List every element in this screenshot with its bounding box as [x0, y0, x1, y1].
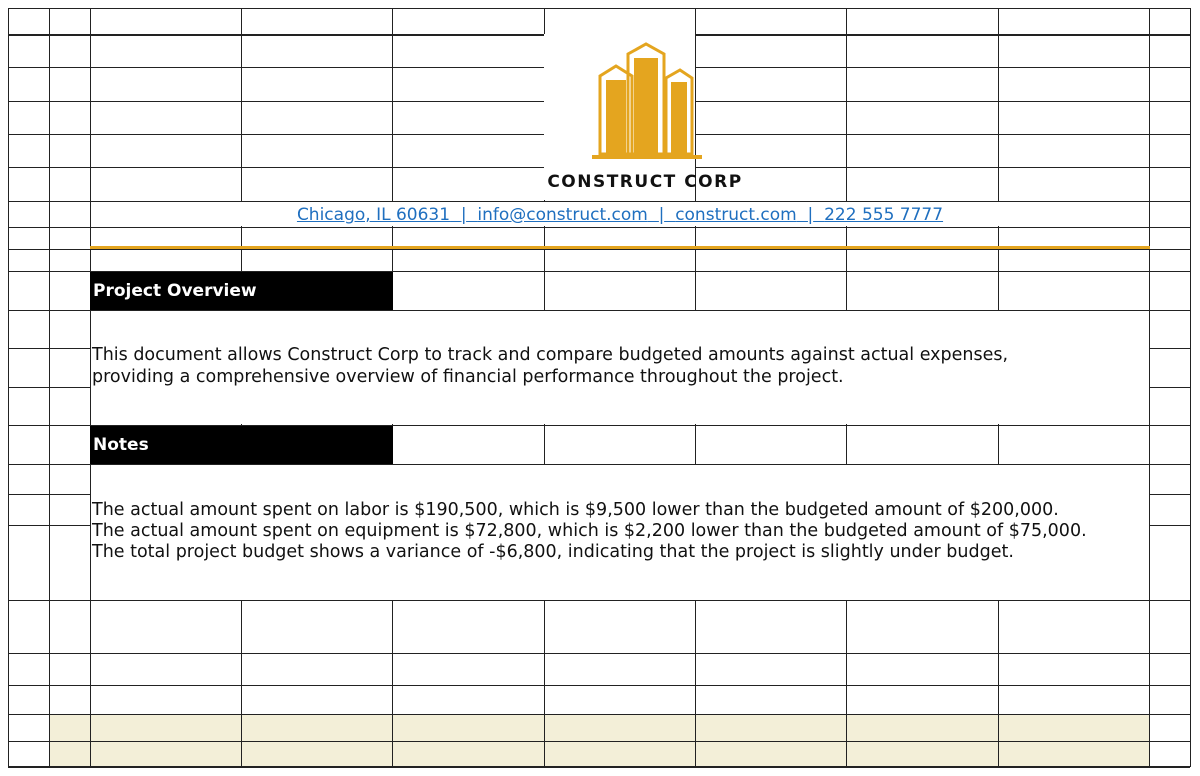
email-link[interactable]: info@construct.com — [477, 205, 648, 225]
grid-row-line — [8, 8, 1190, 9]
grid-row-line — [8, 249, 1190, 250]
address-link[interactable]: Chicago, IL 60631 — [296, 205, 451, 225]
website-link[interactable]: construct.com — [675, 205, 797, 225]
header-divider — [90, 246, 1150, 249]
grid-row-line — [8, 714, 1190, 715]
grid-frame-line — [1149, 34, 1150, 767]
notes-line: The actual amount spent on labor is $190,500, which is $9,500 lower than the budgeted amount of $200,000. — [92, 500, 1059, 520]
grid-row-line — [8, 685, 1190, 686]
grid-row-line — [8, 653, 1190, 654]
grid-col-line — [1190, 8, 1191, 767]
contact-line — [90, 203, 1150, 227]
highlight-band — [49, 741, 1149, 767]
project-overview-heading: Project Overview — [90, 272, 393, 310]
buildings-logo-icon — [588, 40, 706, 164]
grid-row-line — [8, 227, 1190, 228]
notes-line: The total project budget shows a variance of -$6,800, indicating that the project is slightly under budget. — [92, 542, 1014, 562]
separator: | — [460, 205, 467, 225]
grid-frame-line — [49, 34, 50, 767]
company-logo — [588, 40, 706, 164]
notes-text — [92, 500, 1148, 563]
company-name: CONSTRUCT CORP — [547, 172, 743, 192]
phone-link[interactable]: 222 555 7777 — [824, 205, 944, 225]
separator: | — [807, 205, 814, 225]
overview-line: providing a comprehensive overview of financial performance throughout the project. — [92, 366, 844, 387]
grid-row-line — [8, 600, 1190, 601]
highlight-band — [49, 714, 1149, 741]
project-overview-text — [92, 345, 1148, 388]
grid-frame-line — [8, 766, 1190, 768]
grid-row-line — [8, 741, 1190, 742]
notes-heading: Notes — [90, 426, 393, 464]
separator: | — [658, 205, 665, 225]
notes-line: The actual amount spent on equipment is $72,800, which is $2,200 lower than the budgeted amount of $75,000. — [92, 521, 1087, 541]
overview-line: This document allows Construct Corp to track and compare budgeted amounts against actual expenses, — [92, 345, 1009, 365]
